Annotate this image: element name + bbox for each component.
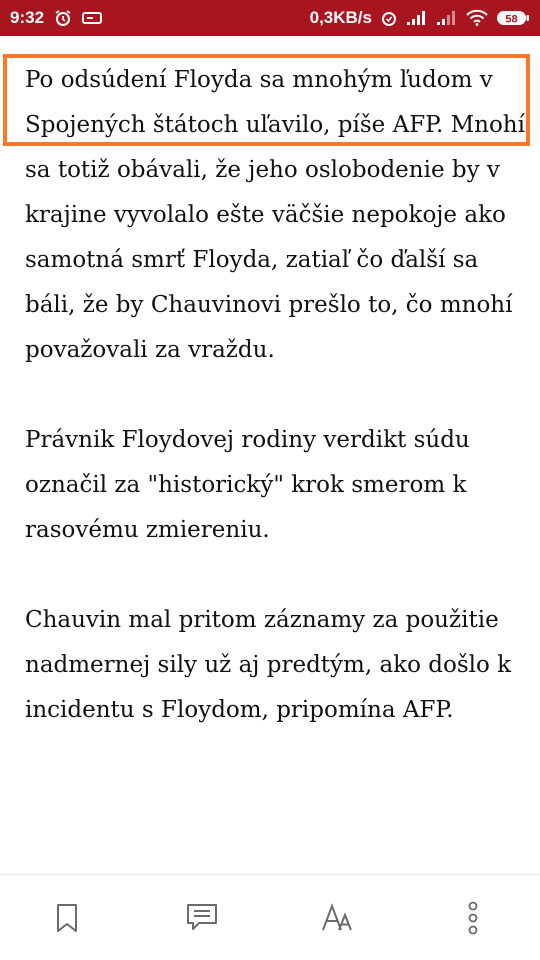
battery-icon [496,9,530,27]
comments-button[interactable] [157,875,247,960]
bookmark-button[interactable] [22,875,112,960]
comment-icon [186,903,218,933]
article-paragraph-3: Chauvin mal pritom záznamy za použitie nadmernej sily už aj predtým, ako došlo k incidentu s Floydom, pripomína AFP. [25,607,512,723]
more-options-button[interactable] [428,875,518,960]
bookmark-icon [55,903,79,933]
alarm-icon [54,9,72,27]
font-size-button[interactable] [293,875,383,960]
more-icon [467,901,479,935]
signal-icon [406,10,428,26]
article-paragraph-2: Právnik Floydovej rodiny verdikt súdu označil za "historický" krok smerom k rasovému zmiereniu. [25,427,470,543]
wifi-icon [466,10,488,26]
article-body [25,58,525,733]
bottom-toolbar [0,874,540,960]
font-size-icon [321,903,355,933]
article-paragraph-1: Po odsúdení Floyda sa mnohým ľudom v Spojených štátoch uľavilo, píše AFP. Mnohí sa totiž obávali, že jeho oslobodenie by v krajine vyvolalo ešte väčšie nepokoje ako samotná smrť Floyda, zatiaľ čo ďalší sa báli, že by Chauvinovi prešlo to, čo mnohí považovali za vraždu. [25,67,525,363]
battery-level: 58 [505,13,518,26]
signal-weak-icon [436,10,458,26]
status-bar [0,0,540,36]
status-time: 9:32 [10,8,45,27]
network-speed: 0,3KB/s [309,8,372,27]
alarm-clock-icon [380,9,398,27]
gamepad-icon [82,11,102,25]
